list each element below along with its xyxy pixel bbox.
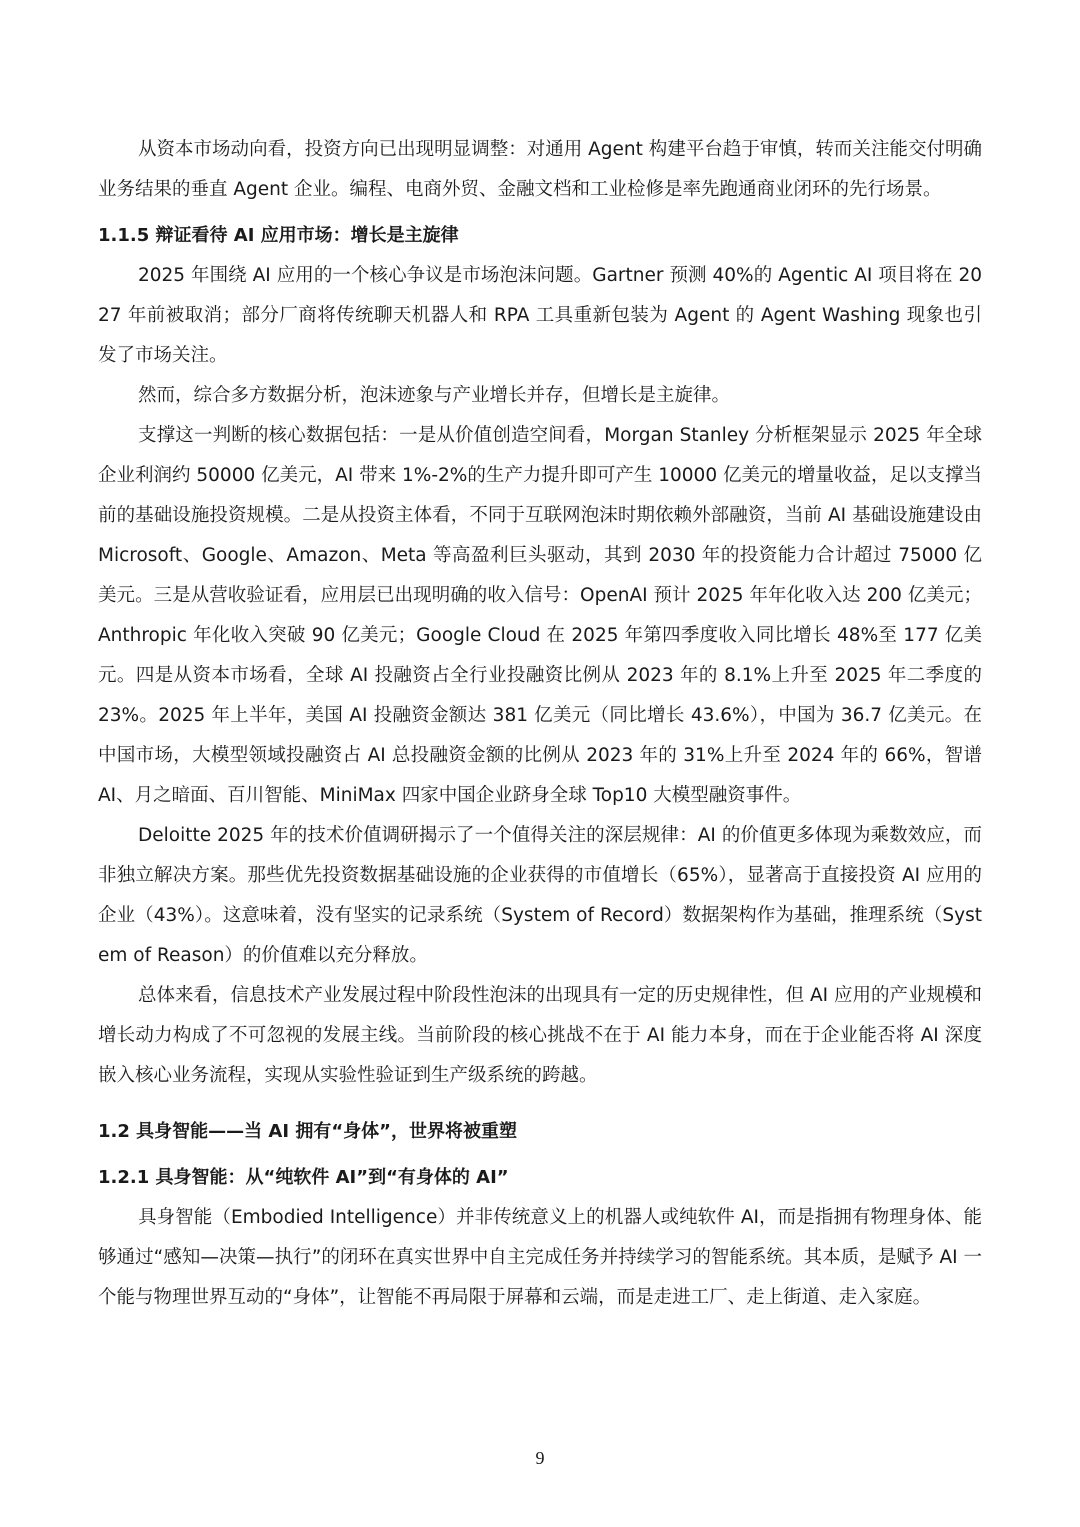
- paragraph-core-data: 支撑这一判断的核心数据包括：一是从价值创造空间看，Morgan Stanley 分析框架显示 2025 年全球企业利润约 50000 亿美元，AI 带来 1%-2%的生产力提升即可产生 10000 亿美元的增量收益，足以支撑当前的基础设施投资规模。二是从投资主体看，不同于互联网泡沫时期依赖外部融资，当前 AI 基础设施建设由 Microsoft、Google、Amazon、Meta 等高盈利巨头驱动，其到 2030 年的投资能力合计超过 75000 亿美元。三是从营收验证看，应用层已出现明确的收入信号：OpenAI 预计 2025 年年化收入达 200 亿美元；Anthropic 年化收入突破 90 亿美元；Google Cloud 在 2025 年第四季度收入同比增长 48%至 177 亿美元。四是从资本市场看，全球 AI 投融资占全行业投融资比例从 2023 年的 8.1%上升至 2025 年二季度的 23%。2025 年上半年，美国 AI 投融资金额达 381 亿美元（同比增长 43.6%），中国为 36.7 亿美元。在中国市场，大模型领域投融资占 AI 总投融资金额的比例从 2023 年的 31%上升至 2024 年的 66%，智谱 AI、月之暗面、百川智能、MiniMax 四家中国企业跻身全球 Top10 大模型融资事件。: [98, 425, 982, 806]
- paragraph-deloitte: Deloitte 2025 年的技术价值调研揭示了一个值得关注的深层规律：AI 的价值更多体现为乘数效应，而非独立解决方案。那些优先投资数据基础设施的企业获得的市值增长（65%），显著高于直接投资 AI 应用的企业（43%）。这意味着，没有坚实的记录系统（System of Record）数据架构作为基础，推理系统（System of Reason）的价值难以充分释放。: [98, 825, 982, 966]
- paragraph-however: 然而，综合多方数据分析，泡沫迹象与产业增长并存，但增长是主旋律。: [138, 385, 731, 406]
- heading-1-2-1: 1.2.1 具身智能：从“纯软件 AI”到“有身体的 AI”: [98, 1167, 509, 1188]
- heading-1-1-5: 1.1.5 辩证看待 AI 应用市场：增长是主旋律: [98, 225, 459, 246]
- paragraph-summary: 总体来看，信息技术产业发展过程中阶段性泡沫的出现具有一定的历史规律性，但 AI 应用的产业规模和增长动力构成了不可忽视的发展主线。当前阶段的核心挑战不在于 AI 能力本身，而在于企业能否将 AI 深度嵌入核心业务流程，实现从实验性验证到生产级系统的跨越。: [98, 985, 982, 1086]
- page-number: 9: [535, 1448, 545, 1468]
- paragraph-bubble-debate: 2025 年围绕 AI 应用的一个核心争议是市场泡沫问题。Gartner 预测 40%的 Agentic AI 项目将在 2027 年前被取消；部分厂商将传统聊天机器人和 RPA 工具重新包装为 Agent 的 Agent Washing 现象也引发了市场关注。: [98, 265, 982, 366]
- heading-1-2: 1.2 具身智能——当 AI 拥有“身体”，世界将被重塑: [98, 1121, 517, 1142]
- paragraph-capital-market: 从资本市场动向看，投资方向已出现明显调整：对通用 Agent 构建平台趋于审慎，转而关注能交付明确业务结果的垂直 Agent 企业。编程、电商外贸、金融文档和工业检修是率先跑通商业闭环的先行场景。: [98, 139, 982, 200]
- document-page: [98, 130, 982, 1318]
- paragraph-embodied-intelligence: 具身智能（Embodied Intelligence）并非传统意义上的机器人或纯软件 AI，而是指拥有物理身体、能够通过“感知—决策—执行”的闭环在真实世界中自主完成任务并持续学习的智能系统。其本质，是赋予 AI 一个能与物理世界互动的“身体”，让智能不再局限于屏幕和云端，而是走进工厂、走上街道、走入家庭。: [98, 1207, 982, 1308]
